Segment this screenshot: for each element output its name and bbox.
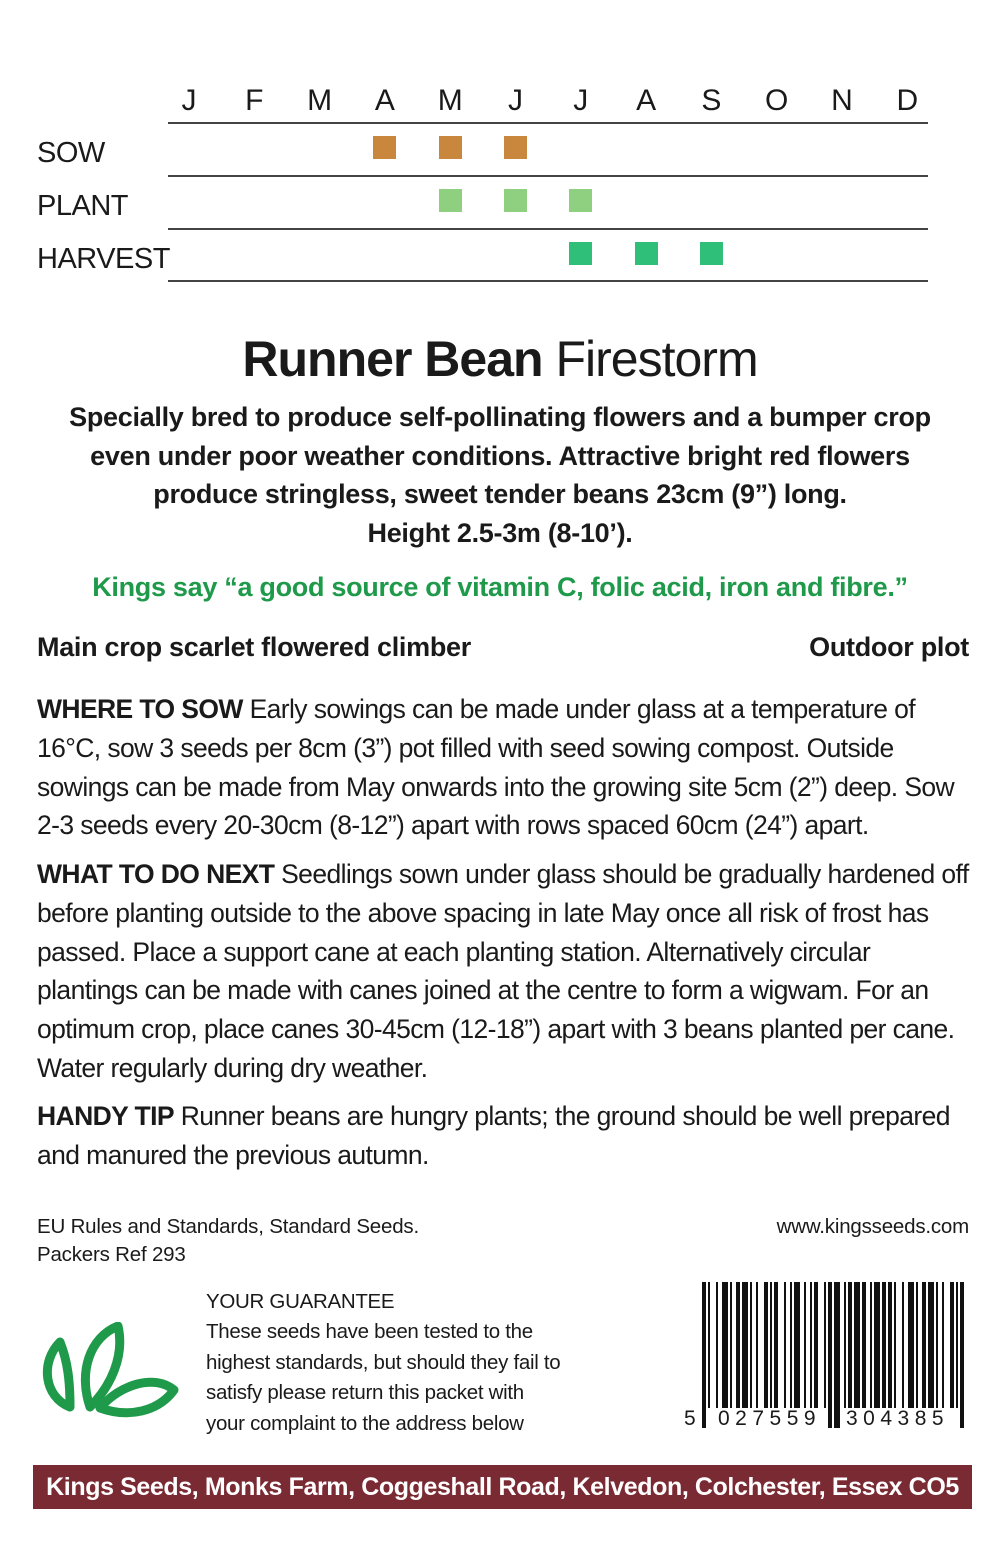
row-label-sow: SOW bbox=[37, 137, 105, 169]
description-line: produce stringless, sweet tender beans 23cm (9”) long. bbox=[153, 479, 847, 509]
guarantee-block bbox=[206, 1287, 560, 1439]
footer-address: Kings Seeds, Monks Farm, Coggeshall Road, Kelvedon, Colchester, Essex CO5 9PG bbox=[33, 1465, 972, 1509]
barcode-bar bbox=[764, 1282, 768, 1408]
where-to-sow bbox=[37, 690, 972, 845]
guarantee-heading: YOUR GUARANTEE bbox=[206, 1290, 395, 1313]
barcode-bar bbox=[790, 1282, 792, 1408]
row-label-plant: PLANT bbox=[37, 190, 128, 222]
barcode-bar bbox=[804, 1282, 806, 1408]
barcode-bar bbox=[916, 1282, 918, 1408]
barcode-bar bbox=[794, 1282, 800, 1408]
barcode-bar bbox=[894, 1282, 896, 1408]
website-link[interactable]: www.kingsseeds.com bbox=[776, 1215, 969, 1238]
barcode-bar bbox=[774, 1282, 778, 1408]
calendar-divider bbox=[168, 228, 928, 230]
barcode-bar bbox=[742, 1282, 748, 1408]
barcode-bar bbox=[960, 1282, 964, 1428]
tip-heading: HANDY TIP bbox=[37, 1101, 174, 1131]
calendar-marker bbox=[439, 189, 462, 212]
guarantee-line: your complaint to the address below bbox=[206, 1411, 524, 1435]
month-label: J bbox=[573, 84, 589, 117]
handy-tip bbox=[37, 1097, 972, 1175]
month-label: F bbox=[245, 84, 264, 117]
month-label: A bbox=[636, 84, 657, 117]
barcode-bar bbox=[716, 1282, 718, 1408]
barcode-bar bbox=[708, 1282, 710, 1408]
product-name: Runner Bean bbox=[242, 331, 543, 387]
barcode-bar bbox=[942, 1282, 944, 1408]
barcode-bar bbox=[848, 1282, 852, 1408]
calendar-marker bbox=[504, 136, 527, 159]
barcode-bar bbox=[834, 1282, 840, 1428]
guarantee-line: satisfy please return this packet with bbox=[206, 1381, 524, 1405]
calendar-divider bbox=[168, 175, 928, 177]
barcode-bar bbox=[928, 1282, 934, 1408]
guarantee-line: These seeds have been tested to the bbox=[206, 1320, 533, 1344]
barcode-bar bbox=[854, 1282, 860, 1408]
barcode-bar bbox=[862, 1282, 866, 1408]
barcode-bar bbox=[936, 1282, 938, 1408]
calendar-marker bbox=[700, 242, 723, 265]
barcode-bar bbox=[874, 1282, 880, 1408]
barcode-bar bbox=[702, 1282, 706, 1428]
row-label-harvest: HARVEST bbox=[37, 243, 170, 275]
calendar-marker bbox=[373, 136, 396, 159]
barcode-bar bbox=[784, 1282, 786, 1408]
packers-ref: Packers Ref 293 bbox=[37, 1243, 186, 1266]
calendar-divider bbox=[168, 122, 928, 124]
description-line: Specially bred to produce self-pollinating flowers and a bumper crop bbox=[69, 402, 931, 432]
barcode-bar bbox=[810, 1282, 812, 1408]
legal-info bbox=[37, 1213, 419, 1269]
calendar-marker bbox=[439, 136, 462, 159]
month-label: O bbox=[765, 84, 789, 117]
barcode-bar bbox=[814, 1282, 818, 1408]
barcode-bar bbox=[950, 1282, 954, 1408]
leaf-logo-icon bbox=[40, 1322, 180, 1422]
month-label: M bbox=[307, 84, 333, 117]
description-line: Height 2.5-3m (8-10’). bbox=[367, 517, 633, 548]
barcode-bar bbox=[870, 1282, 872, 1408]
barcode-bar bbox=[888, 1282, 892, 1408]
month-label: S bbox=[701, 84, 722, 117]
month-label: J bbox=[508, 84, 523, 117]
barcode-bar bbox=[828, 1282, 832, 1428]
barcode-bar bbox=[922, 1282, 926, 1408]
calendar-divider bbox=[168, 280, 928, 282]
guarantee-line: highest standards, but should they fail to bbox=[206, 1350, 561, 1374]
next-heading: WHAT TO DO NEXT bbox=[37, 859, 275, 889]
barcode-digits-right: 304385 bbox=[846, 1407, 950, 1430]
barcode-bar bbox=[736, 1282, 740, 1408]
what-to-do-next bbox=[37, 855, 972, 1088]
barcode-bar bbox=[750, 1282, 752, 1408]
description-line: even under poor weather conditions. Attractive bright red flowers bbox=[90, 440, 910, 471]
month-label: N bbox=[831, 84, 853, 117]
month-label: A bbox=[374, 84, 395, 117]
barcode-bar bbox=[824, 1282, 826, 1408]
barcode-bar bbox=[908, 1282, 914, 1408]
barcode-bar bbox=[844, 1282, 846, 1408]
where-text: Early sowings can be made under glass at a temperature of 16°C, sow 3 seeds per 8cm (3”) pot filled with seed sowing compost. Outside sowings can be made from May onwards into the growing site 5cm (2”) deep. Sow 2-3 seeds every 20-30cm (8-12”) apart with rows spaced 60cm (24”) apart. bbox=[37, 694, 955, 841]
month-label: J bbox=[181, 84, 197, 117]
product-description bbox=[40, 398, 960, 552]
tip-text: Runner beans are hungry plants; the ground should be well prepared and manured the previous autumn. bbox=[37, 1101, 950, 1170]
month-label: M bbox=[437, 84, 463, 117]
next-text: Seedlings sown under glass should be gradually hardened off before planting outside to the above spacing in late May once all risk of frost has passed. Place a support cane at each planting station. Alternatively circular plantings can be made with canes joined at the centre to form a wigwam. For an optimum crop, place canes 30-45cm (12-18”) apart with 3 beans planted per cane. Water regularly during dry weather. bbox=[37, 859, 969, 1083]
kings-quote: Kings say “a good source of vitamin C, folic acid, iron and fibre.” bbox=[92, 572, 908, 602]
barcode-bar bbox=[756, 1282, 758, 1408]
calendar-marker bbox=[635, 242, 658, 265]
calendar-marker bbox=[504, 189, 527, 212]
where-heading: WHERE TO SOW bbox=[37, 694, 243, 724]
calendar-marker bbox=[569, 189, 592, 212]
product-variety: Firestorm bbox=[555, 331, 758, 387]
barcode-bar bbox=[902, 1282, 904, 1408]
crop-type: Main crop scarlet flowered climber bbox=[37, 632, 471, 662]
barcode-digits-left: 027559 bbox=[718, 1407, 822, 1430]
crop-location: Outdoor plot bbox=[809, 632, 969, 662]
barcode-bar bbox=[722, 1282, 728, 1408]
barcode-bar bbox=[730, 1282, 732, 1408]
barcode-bar bbox=[956, 1282, 958, 1408]
barcode-first-digit: 5 bbox=[684, 1407, 696, 1430]
month-label: D bbox=[896, 84, 919, 117]
standards-text: EU Rules and Standards, Standard Seeds. bbox=[37, 1215, 419, 1238]
product-title bbox=[0, 330, 1000, 388]
barcode-bar bbox=[770, 1282, 772, 1408]
calendar-marker bbox=[569, 242, 592, 265]
barcode-bar bbox=[882, 1282, 886, 1408]
